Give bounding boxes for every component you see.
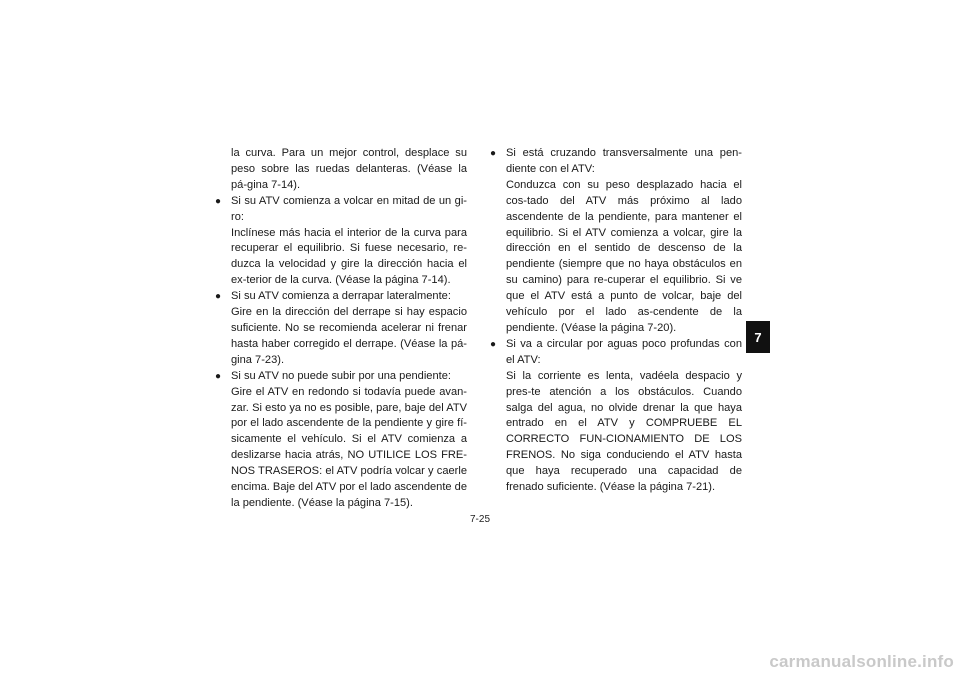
bullet-icon: ● (215, 291, 222, 303)
intro-paragraph (215, 146, 467, 194)
bullet-heading: Si su ATV comienza a volcar en mitad de un gi-ro: (231, 194, 467, 223)
page-number: 7-25 (469, 514, 490, 525)
bullet-icon: ● (215, 195, 222, 207)
bullet-body: Gire el ATV en redondo si todavía puede avan-zar. Si esto ya no es posible, pare, baje del ATV por el lado ascendente de la pendiente y gire fí-sicamente el vehículo. Si el ATV comienza a deslizarse hacia atrás, NO UTILICE LOS FRE-NOS TRASEROS: el ATV podría volcar y caerle encima. Baje del ATV por el lado ascendente de la pendiente. (Véase la página 7-15). (231, 385, 467, 509)
bullet-heading: Si va a circular por aguas poco profundas con el ATV: (506, 337, 742, 366)
chapter-tab: 7 (746, 321, 770, 353)
right-column (490, 146, 742, 496)
bullet-item (490, 146, 742, 337)
bullet-item (215, 369, 467, 512)
bullet-heading: Si su ATV comienza a derrapar lateralmente: (231, 290, 451, 303)
bullet-body: Inclínese más hacia el interior de la curva para recuperar el equilibrio. Si fuese necesario, re-duzca la velocidad y gire la dirección hacia el ex-terior de la curva. (Véase la página 7-14). (231, 226, 467, 287)
bullet-icon: ● (490, 148, 497, 159)
left-column (215, 146, 467, 512)
bullet-heading: Si su ATV no puede subir por una pendiente: (231, 369, 451, 382)
bullet-heading: Si está cruzando transversalmente una pen-diente con el ATV: (506, 147, 742, 175)
bullet-item (215, 289, 467, 369)
intro-text: la curva. Para un mejor control, desplace su peso sobre las ruedas delanteras. (Véase la pá-gina 7-14). (231, 147, 467, 191)
bullet-icon: ● (490, 338, 497, 350)
bullet-body: Conduzca con su peso desplazado hacia el cos-tado del ATV más próximo al lado ascendente de la pendiente, para mantener el equilibrio. Si el ATV comienza a volcar, gire la dirección en el sentido de descenso de la pendiente (siempre que no haya obstáculos en su camino) para re-cuperar el equilibrio. Si ve que el ATV está a punto de volcar, baje del vehículo por el lado as-cendente de la pendiente. (Véase la página 7-20). (506, 178, 742, 334)
bullet-icon: ● (215, 370, 222, 382)
watermark: carmanualsonline.info (769, 652, 954, 671)
bullet-body: Si la corriente es lenta, vadéela despacio y pres-te atención a los obstáculos. Cuando salga del agua, no olvide drenar la que haya entrado en el ATV y COMPRUEBE EL CORRECTO FUN-CIONAMIENTO DE LOS FRENOS. No siga conduciendo el ATV hasta que haya recuperado una capacidad de frenado suficiente. (Véase la página 7-21). (506, 369, 742, 494)
bullet-item (215, 194, 467, 289)
bullet-body: Gire en la dirección del derrape si hay espacio suficiente. No se recomienda acelerar ni frenar hasta haber corregido el derrape. (Véase la pá-gina 7-23). (231, 306, 467, 366)
bullet-item (490, 337, 742, 496)
